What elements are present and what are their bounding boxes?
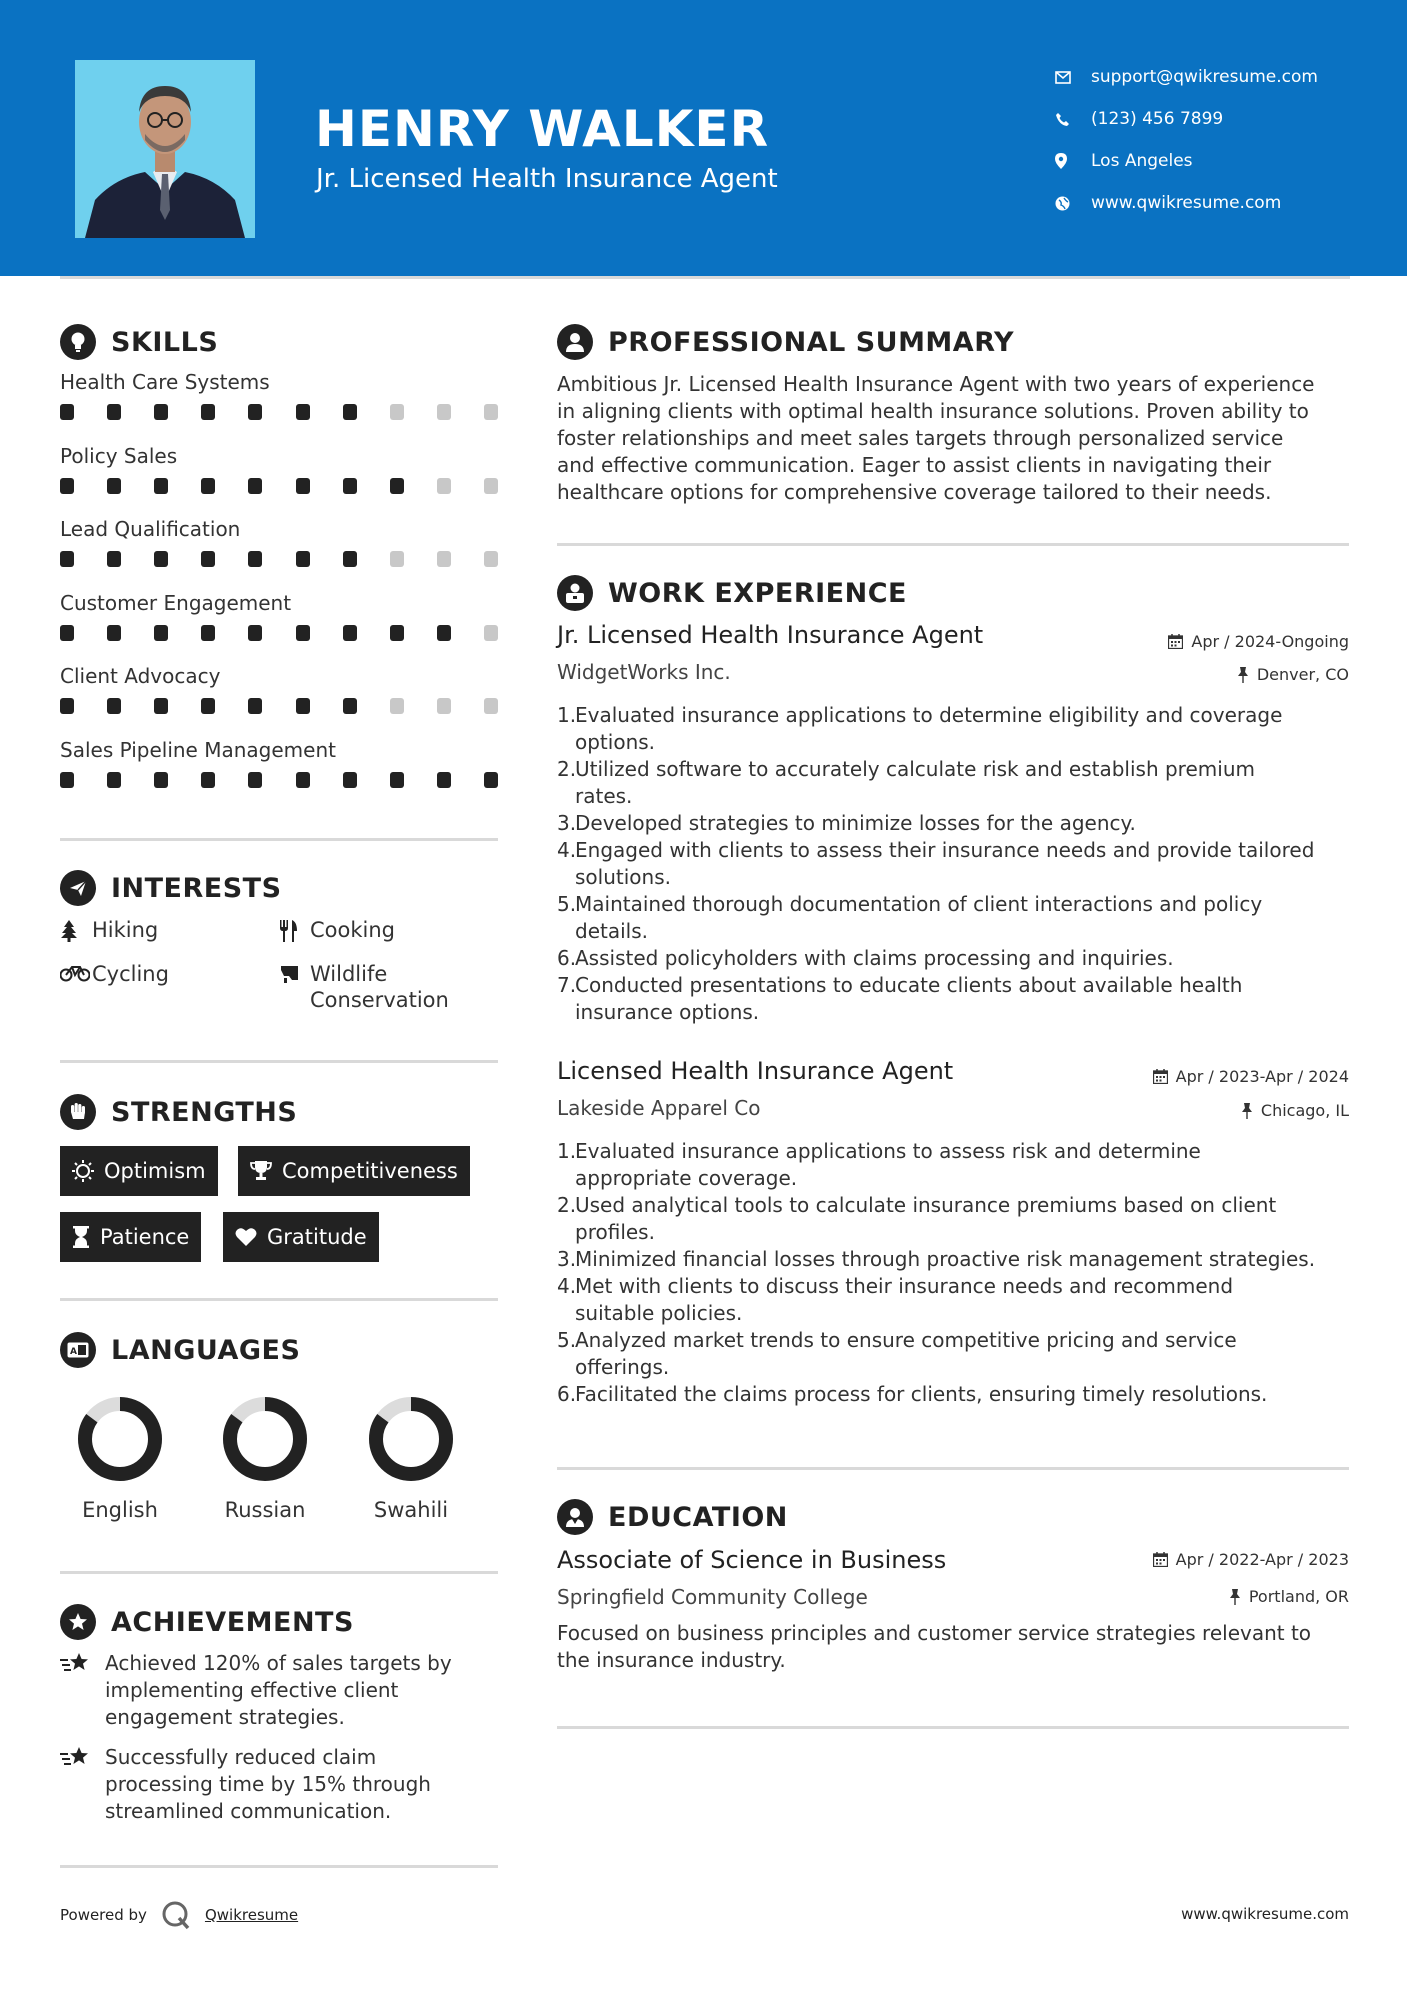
- achievement-text: Successfully reduced claim processing time by 15% through streamlined communication.: [105, 1745, 431, 1823]
- education-location: Portland, OR: [1229, 1587, 1349, 1606]
- language-proficiency-ring: [366, 1394, 456, 1484]
- education-degree: Associate of Science in Business: [557, 1546, 947, 1574]
- qwikresume-logo-icon: [161, 1900, 191, 1930]
- job-location: Chicago, IL: [1241, 1101, 1349, 1120]
- duty-item: Engaged with clients to assess their insurance needs and provide tailored solutions.: [575, 838, 1315, 889]
- interest-cycling: Cycling: [60, 962, 169, 986]
- pushpin-icon: [1241, 1103, 1253, 1119]
- profile-photo: [75, 60, 255, 238]
- skill-rating: [60, 404, 498, 420]
- skill-dot: [248, 698, 262, 714]
- star-badge-icon: [60, 1604, 96, 1640]
- job-date: Apr / 2023-Apr / 2024: [1153, 1067, 1349, 1086]
- skill-dot: [484, 772, 498, 788]
- skill-dot: [437, 551, 451, 567]
- skill-dot: [154, 551, 168, 567]
- duty-item: Minimized financial losses through proactive risk management strategies.: [575, 1247, 1316, 1271]
- resume-header: [0, 0, 1407, 276]
- skill-name: Policy Sales: [60, 444, 178, 468]
- summary-divider: [557, 543, 1349, 546]
- job-company: WidgetWorks Inc.: [557, 660, 731, 684]
- skill-dot: [390, 404, 404, 420]
- calendar-icon: [1153, 1069, 1168, 1084]
- skill-dot: [296, 478, 310, 494]
- skill-dot: [296, 625, 310, 641]
- graduate-icon: [557, 1499, 593, 1535]
- contact-email[interactable]: support@qwikresume.com: [1055, 56, 1395, 98]
- skill-dot: [390, 772, 404, 788]
- achievement-text: Achieved 120% of sales targets by implementing effective client engagement strategies.: [105, 1651, 452, 1729]
- skill-dot: [60, 698, 74, 714]
- education-divider: [557, 1726, 1349, 1729]
- tree-icon: [60, 920, 92, 942]
- experience-divider: [557, 1467, 1349, 1470]
- language-name: Swahili: [373, 1498, 449, 1522]
- skill-dot: [107, 551, 121, 567]
- strengths-divider: [60, 1298, 498, 1301]
- candidate-title: Jr. Licensed Health Insurance Agent: [316, 164, 778, 194]
- job-duties: [557, 1138, 1357, 1408]
- language-item: [205, 1394, 325, 1522]
- skill-dot: [60, 625, 74, 641]
- skill-dot: [343, 698, 357, 714]
- trophy-icon: [250, 1160, 272, 1182]
- skill-rating: [60, 772, 498, 788]
- language-item: [351, 1394, 471, 1522]
- contact-block: [1055, 56, 1395, 224]
- contact-phone[interactable]: (123) 456 7899: [1055, 98, 1395, 140]
- skill-dot: [437, 404, 451, 420]
- skill-item: [60, 517, 500, 567]
- job-date: Apr / 2024-Ongoing: [1168, 632, 1349, 651]
- strengths-heading: STRENGTHS: [60, 1094, 297, 1130]
- skill-dot: [154, 478, 168, 494]
- skill-dot: [107, 698, 121, 714]
- skill-dot: [296, 551, 310, 567]
- skill-dot: [60, 772, 74, 788]
- skill-dot: [390, 551, 404, 567]
- heart-icon: [235, 1227, 257, 1247]
- briefcase-user-icon: [557, 575, 593, 611]
- skill-item: [60, 370, 500, 420]
- experience-heading: WORK EXPERIENCE: [557, 575, 907, 611]
- skill-dot: [343, 625, 357, 641]
- qwikresume-link[interactable]: Qwikresume: [204, 1906, 299, 1924]
- skill-name: Health Care Systems: [60, 370, 270, 394]
- skill-dot: [248, 551, 262, 567]
- skill-name: Lead Qualification: [60, 517, 241, 541]
- education-date: Apr / 2022-Apr / 2023: [1153, 1550, 1349, 1569]
- skill-dot: [154, 772, 168, 788]
- skill-dot: [107, 404, 121, 420]
- skill-dot: [437, 772, 451, 788]
- skill-dot: [437, 625, 451, 641]
- skill-dot: [107, 478, 121, 494]
- skill-name: Client Advocacy: [60, 664, 221, 688]
- education-heading: EDUCATION: [557, 1499, 788, 1535]
- duty-item: Conducted presentations to educate clients about available health insurance options.: [575, 973, 1243, 1024]
- duty-item: Maintained thorough documentation of client interactions and policy details.: [575, 892, 1263, 943]
- skill-item: [60, 444, 500, 494]
- skill-dot: [390, 478, 404, 494]
- candidate-name: HENRY WALKER: [315, 100, 770, 158]
- skill-item: [60, 591, 500, 641]
- skill-rating: [60, 625, 498, 641]
- language-name: English: [82, 1498, 158, 1522]
- skill-dot: [248, 478, 262, 494]
- skill-dot: [296, 772, 310, 788]
- utensils-icon: [278, 920, 310, 942]
- interests-divider: [60, 1060, 498, 1063]
- skill-dot: [201, 551, 215, 567]
- user-icon: [557, 324, 593, 360]
- interests-heading: INTERESTS: [60, 870, 282, 906]
- duty-item: Developed strategies to minimize losses for the agency.: [575, 811, 1136, 835]
- skill-dot: [154, 625, 168, 641]
- language-icon: [60, 1332, 96, 1368]
- duty-item: Utilized software to accurately calculate risk and establish premium rates.: [575, 757, 1255, 808]
- interest-wildlife-label: Wildlife Conservation: [310, 962, 449, 1012]
- duty-item: Analyzed market trends to ensure competitive pricing and service offerings.: [575, 1328, 1237, 1379]
- duty-item: Evaluated insurance applications to determine eligibility and coverage options.: [575, 703, 1283, 754]
- skill-name: Sales Pipeline Management: [60, 738, 336, 762]
- skill-dot: [484, 478, 498, 494]
- bicycle-icon: [60, 964, 92, 982]
- skill-dot: [484, 698, 498, 714]
- skill-dot: [390, 625, 404, 641]
- skill-dot: [343, 551, 357, 567]
- achievements-heading: ACHIEVEMENTS: [60, 1604, 354, 1640]
- globe-icon: [1055, 196, 1091, 211]
- strength-gratitude: Gratitude: [223, 1212, 379, 1262]
- skill-dot: [201, 625, 215, 641]
- job-title: Licensed Health Insurance Agent: [557, 1057, 954, 1085]
- education-description: Focused on business principles and customer service strategies relevant to the insurance industry.: [557, 1621, 1312, 1672]
- summary-text: Ambitious Jr. Licensed Health Insurance Agent with two years of experience in aligning clients with optimal health insurance solutions. Proven ability to foster relationships and meet sales targets through personalized service and effective communication. Eager to assist clients in navigating their healthcare options for comprehensive coverage tailored to their needs.: [557, 372, 1315, 504]
- pushpin-icon: [1237, 667, 1249, 683]
- skill-rating: [60, 698, 498, 714]
- duty-item: Met with clients to discuss their insurance needs and recommend suitable policies.: [575, 1274, 1234, 1325]
- skill-dot: [437, 698, 451, 714]
- duty-item: Evaluated insurance applications to assess risk and determine appropriate coverage.: [575, 1139, 1201, 1190]
- skill-dot: [60, 478, 74, 494]
- paper-plane-icon: [60, 870, 96, 906]
- job-title: Jr. Licensed Health Insurance Agent: [557, 621, 984, 649]
- skill-dot: [390, 698, 404, 714]
- skill-item: [60, 738, 500, 788]
- job-location: Denver, CO: [1237, 665, 1349, 684]
- map-pin-icon: [1055, 153, 1091, 169]
- skill-rating: [60, 478, 498, 494]
- language-item: [60, 1394, 180, 1522]
- language-proficiency-ring: [220, 1394, 310, 1484]
- strength-competitiveness: Competitiveness: [238, 1146, 470, 1196]
- skill-dot: [484, 551, 498, 567]
- skill-dot: [296, 404, 310, 420]
- skill-dot: [107, 625, 121, 641]
- footer-powered-by: Powered by Qwikresume: [60, 1900, 298, 1930]
- duty-item: Used analytical tools to calculate insurance premiums based on client profiles.: [575, 1193, 1277, 1244]
- education-school: Springfield Community College: [557, 1585, 868, 1609]
- skill-dot: [60, 404, 74, 420]
- strength-patience: Patience: [60, 1212, 201, 1262]
- skill-dot: [201, 772, 215, 788]
- shooting-star-icon: [60, 1652, 105, 1731]
- skill-dot: [201, 478, 215, 494]
- skill-item: [60, 664, 500, 714]
- skill-dot: [484, 625, 498, 641]
- calendar-icon: [1168, 634, 1183, 649]
- skill-dot: [201, 404, 215, 420]
- skill-dot: [248, 404, 262, 420]
- skill-dot: [201, 698, 215, 714]
- contact-website[interactable]: www.qwikresume.com: [1055, 182, 1395, 224]
- lightbulb-icon: [60, 324, 96, 360]
- pushpin-icon: [1229, 1589, 1241, 1605]
- skill-dot: [248, 772, 262, 788]
- envelope-icon: [1055, 71, 1091, 84]
- wildlife-icon: [278, 964, 310, 984]
- skills-heading: SKILLS: [60, 324, 218, 360]
- language-proficiency-ring: [75, 1394, 165, 1484]
- phone-icon: [1055, 112, 1091, 127]
- duty-item: Assisted policyholders with claims processing and inquiries.: [575, 946, 1174, 970]
- hourglass-icon: [72, 1226, 90, 1248]
- skill-dot: [154, 698, 168, 714]
- skill-name: Customer Engagement: [60, 591, 292, 615]
- interest-cooking: Cooking: [278, 918, 395, 942]
- duty-item: Facilitated the claims process for clients, ensuring timely resolutions.: [575, 1382, 1268, 1406]
- languages-heading: A LANGUAGES: [60, 1332, 300, 1368]
- skill-dot: [60, 551, 74, 567]
- interest-wildlife-conservation: [278, 962, 449, 1012]
- footer-website[interactable]: www.qwikresume.com: [1181, 1905, 1349, 1923]
- skill-dot: [154, 404, 168, 420]
- skill-dot: [343, 772, 357, 788]
- languages-divider: [60, 1571, 498, 1574]
- strength-optimism: Optimism: [60, 1146, 218, 1196]
- skill-dot: [437, 478, 451, 494]
- header-divider: [60, 276, 1350, 279]
- skill-rating: [60, 551, 498, 567]
- svg-text:A: A: [70, 1347, 77, 1357]
- skill-dot: [343, 478, 357, 494]
- fist-icon: [60, 1094, 96, 1130]
- summary-heading: PROFESSIONAL SUMMARY: [557, 324, 1014, 360]
- language-name: Russian: [224, 1498, 306, 1522]
- job-duties: [557, 702, 1357, 1026]
- skills-divider: [60, 838, 498, 841]
- job-company: Lakeside Apparel Co: [557, 1096, 761, 1120]
- achievements-divider: [60, 1865, 498, 1868]
- skill-dot: [107, 772, 121, 788]
- interest-hiking: Hiking: [60, 918, 158, 942]
- shooting-star-icon: [60, 1746, 105, 1825]
- achievement-item: [60, 1744, 480, 1825]
- skill-dot: [343, 404, 357, 420]
- skill-dot: [296, 698, 310, 714]
- calendar-icon: [1153, 1552, 1168, 1567]
- contact-location: Los Angeles: [1055, 140, 1395, 182]
- sun-icon: [72, 1160, 94, 1182]
- achievement-item: [60, 1650, 480, 1731]
- skill-dot: [484, 404, 498, 420]
- skill-dot: [248, 625, 262, 641]
